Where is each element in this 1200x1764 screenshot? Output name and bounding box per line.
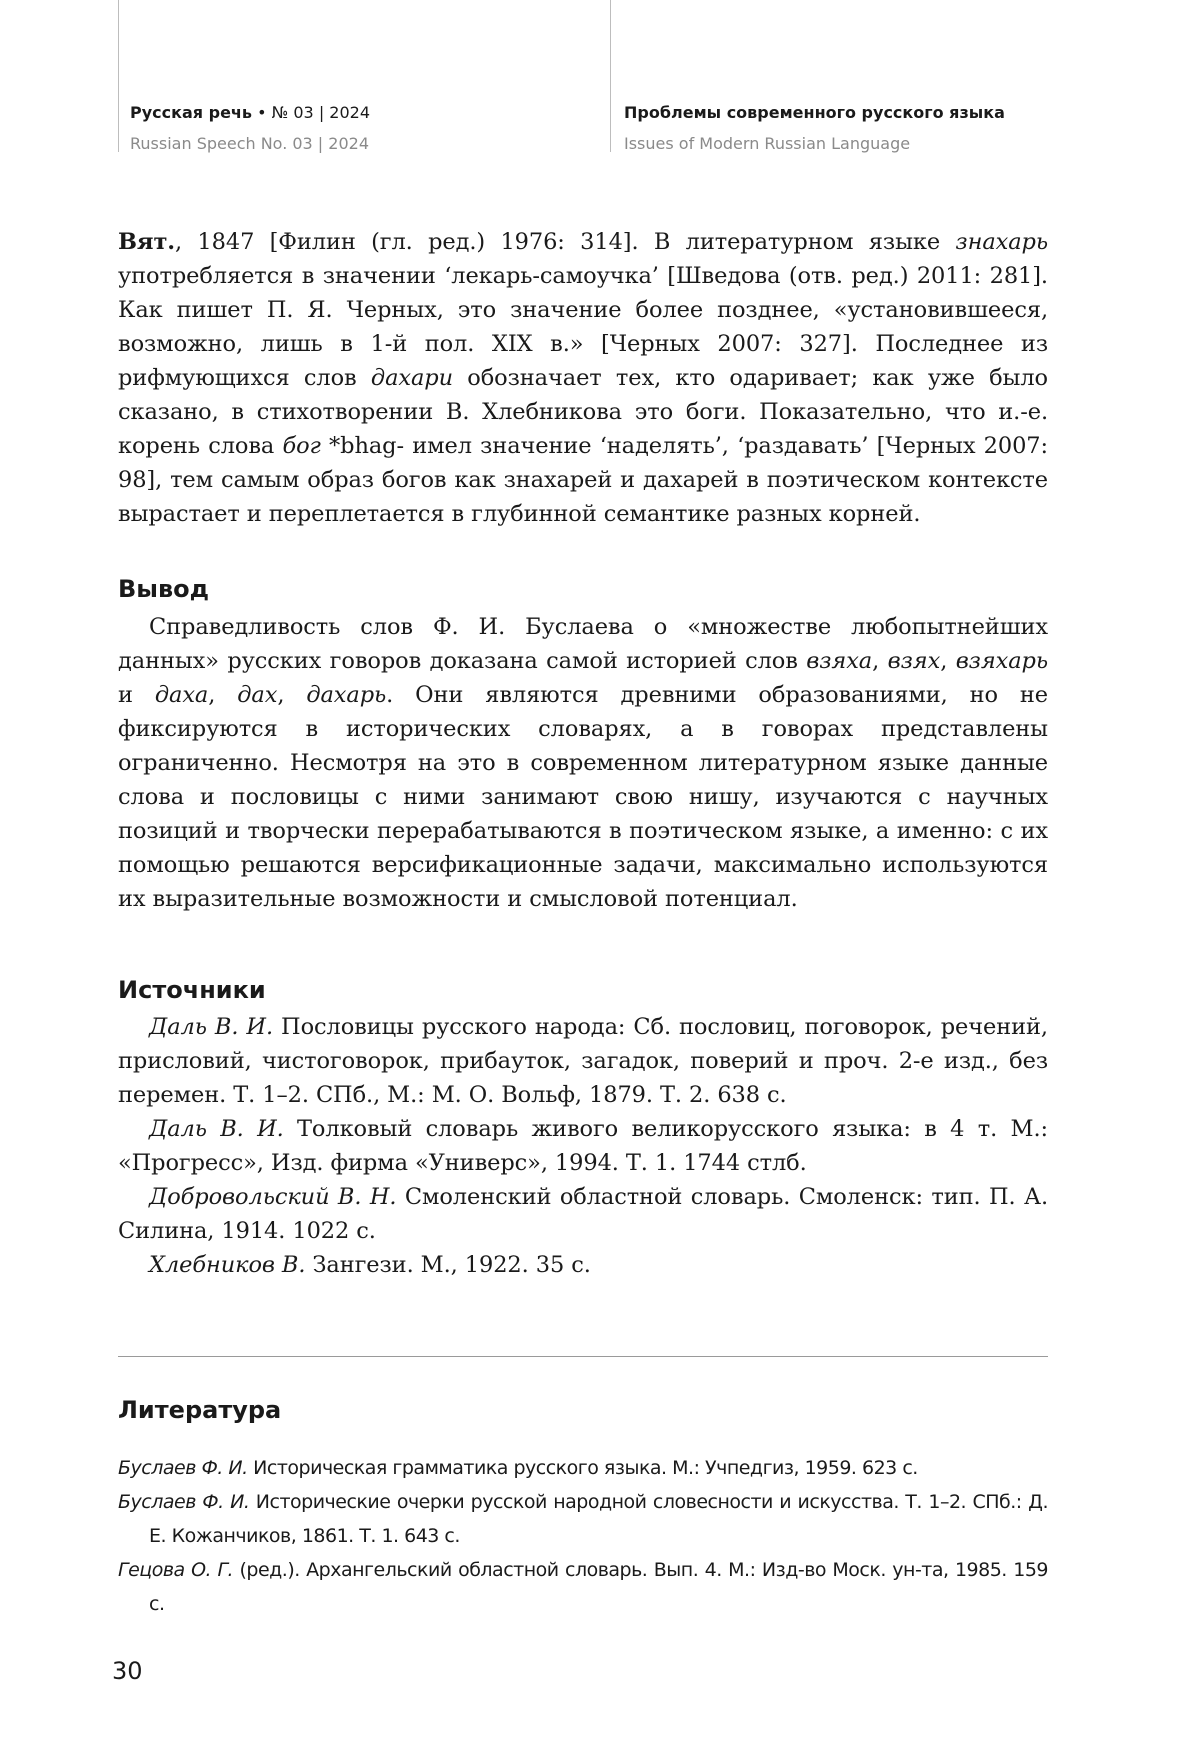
italic-term: взяха bbox=[806, 648, 873, 674]
source-text: Зангези. М., 1922. 35 с. bbox=[305, 1252, 591, 1278]
intro-paragraph bbox=[118, 225, 1048, 531]
text-run: , bbox=[940, 648, 956, 674]
journal-name: Русская речь bbox=[130, 103, 253, 122]
italic-term: дахари bbox=[370, 365, 453, 391]
reference-item bbox=[118, 1485, 1048, 1553]
page-number: 30 bbox=[112, 1657, 143, 1685]
section-divider bbox=[118, 1356, 1048, 1357]
header-divider-left bbox=[118, 0, 119, 152]
italic-term: дахарь bbox=[306, 682, 387, 708]
conclusion-heading: Вывод bbox=[118, 575, 210, 603]
sources-list bbox=[118, 1010, 1048, 1282]
sources-heading: Источники bbox=[118, 976, 266, 1004]
italic-term: знахарь bbox=[955, 229, 1048, 255]
paragraph bbox=[118, 225, 1048, 531]
source-author: Даль В. И. bbox=[149, 1116, 284, 1142]
text-run: , bbox=[872, 648, 888, 674]
source-author: Даль В. И. bbox=[149, 1014, 274, 1040]
source-author: Добровольский В. Н. bbox=[149, 1184, 397, 1210]
running-header-right bbox=[624, 102, 1005, 155]
literature-heading: Литература bbox=[118, 1396, 282, 1424]
source-item bbox=[118, 1248, 1048, 1282]
text-run: , bbox=[277, 682, 307, 708]
text-run: обозначает тех, кто одаривает; как уже было сказано, в стихотворении В. Хлебникова это боги. Показательно, что и.-е. корень слова bbox=[118, 365, 1048, 459]
text-run: , 1847 [Филин (гл. ред.) 1976: 314]. В литературном языке bbox=[175, 229, 956, 255]
paragraph bbox=[118, 610, 1048, 916]
source-item bbox=[118, 1180, 1048, 1248]
running-header-left bbox=[130, 102, 370, 155]
journal-title-ru bbox=[130, 102, 370, 124]
italic-term: бог bbox=[282, 433, 321, 459]
section-title-en: Issues of Modern Russian Language bbox=[624, 134, 911, 153]
text-run: *bhag- имел значение ‘наделять’, ‘раздавать’ [Черных 2007: 98], тем самым образ богов как знахарей и дахарей в поэтическом контексте вырастает и переплетается в глубинной семантике разных корней. bbox=[118, 433, 1048, 527]
reference-item bbox=[118, 1451, 1048, 1485]
source-item bbox=[118, 1112, 1048, 1180]
reference-author: Гецова О. Г. bbox=[118, 1559, 234, 1581]
conclusion-body bbox=[118, 610, 1048, 916]
text-run: , bbox=[208, 682, 238, 708]
reference-text: (ред.). Архангельский областной словарь. Вып. 4. М.: Изд-во Моск. ун-та, 1985. 159 с. bbox=[149, 1559, 1048, 1615]
source-author: Хлебников В. bbox=[149, 1252, 306, 1278]
literature-list bbox=[118, 1451, 1048, 1621]
text-run: Справедливость слов Ф. И. Буслаева о «множестве любопытнейших данных» русских говоров доказана самой историей слов bbox=[118, 614, 1048, 674]
text-run: употребляется в значении ‘лекарь-самоучка’ [Шведова (отв. ред.) 2011: 281]. Как пишет П. Я. Черных, это значение более позднее, «установившееся, возможно, лишь в 1-й пол. XIX в.» [Черных 2007: 327]. Последнее из рифмующихся слов bbox=[118, 263, 1048, 391]
source-text: Толковый словарь живого великорусского языка: в 4 т. М.: «Прогресс», Изд. фирма «Универс», 1994. Т. 1. 1744 стлб. bbox=[118, 1116, 1048, 1176]
source-item bbox=[118, 1010, 1048, 1112]
italic-term: даха bbox=[154, 682, 209, 708]
reference-author: Буслаев Ф. И. bbox=[118, 1457, 248, 1479]
reference-text: Историческая грамматика русского языка. М.: Учпедгиз, 1959. 623 с. bbox=[247, 1457, 918, 1479]
italic-term: взях bbox=[887, 648, 941, 674]
journal-title-en: Russian Speech No. 03 | 2024 bbox=[130, 134, 369, 153]
issue-number: • № 03 | 2024 bbox=[257, 103, 371, 122]
text-run: . Они являются древними образованиями, но не фиксируются в исторических словарях, а в говорах представлены ограниченно. Несмотря на это в современном литературном языке данные слова и пословицы с ними занимают свою нишу, изучаются с научных позиций и творчески перерабатываются в поэтическом языке, а именно: с их помощью решаются версификационные задачи, максимально используются их выразительные возможности и смысловой потенциал. bbox=[118, 682, 1049, 912]
header-divider-right bbox=[610, 0, 611, 152]
italic-term: взяхарь bbox=[955, 648, 1049, 674]
reference-item bbox=[118, 1553, 1048, 1621]
reference-text: Исторические очерки русской народной словесности и искусства. Т. 1–2. СПб.: Д. Е. Кожанчиков, 1861. Т. 1. 643 с. bbox=[149, 1491, 1048, 1547]
source-text: Пословицы русского народа: Сб. пословиц, поговорок, речений, присловий, чистоговорок, прибауток, загадок, поверий и проч. 2-е изд., без перемен. Т. 1–2. СПб., М.: М. О. Вольф, 1879. Т. 2. 638 с. bbox=[118, 1014, 1048, 1108]
reference-author: Буслаев Ф. И. bbox=[118, 1491, 250, 1513]
source-text: Смоленский областной словарь. Смоленск: тип. П. А. Силина, 1914. 1022 с. bbox=[118, 1184, 1049, 1244]
section-title-ru: Проблемы современного русского языка bbox=[624, 103, 1005, 122]
abbrev-bold: Вят. bbox=[118, 229, 176, 255]
text-run: и bbox=[118, 682, 155, 708]
italic-term: дах bbox=[237, 682, 278, 708]
